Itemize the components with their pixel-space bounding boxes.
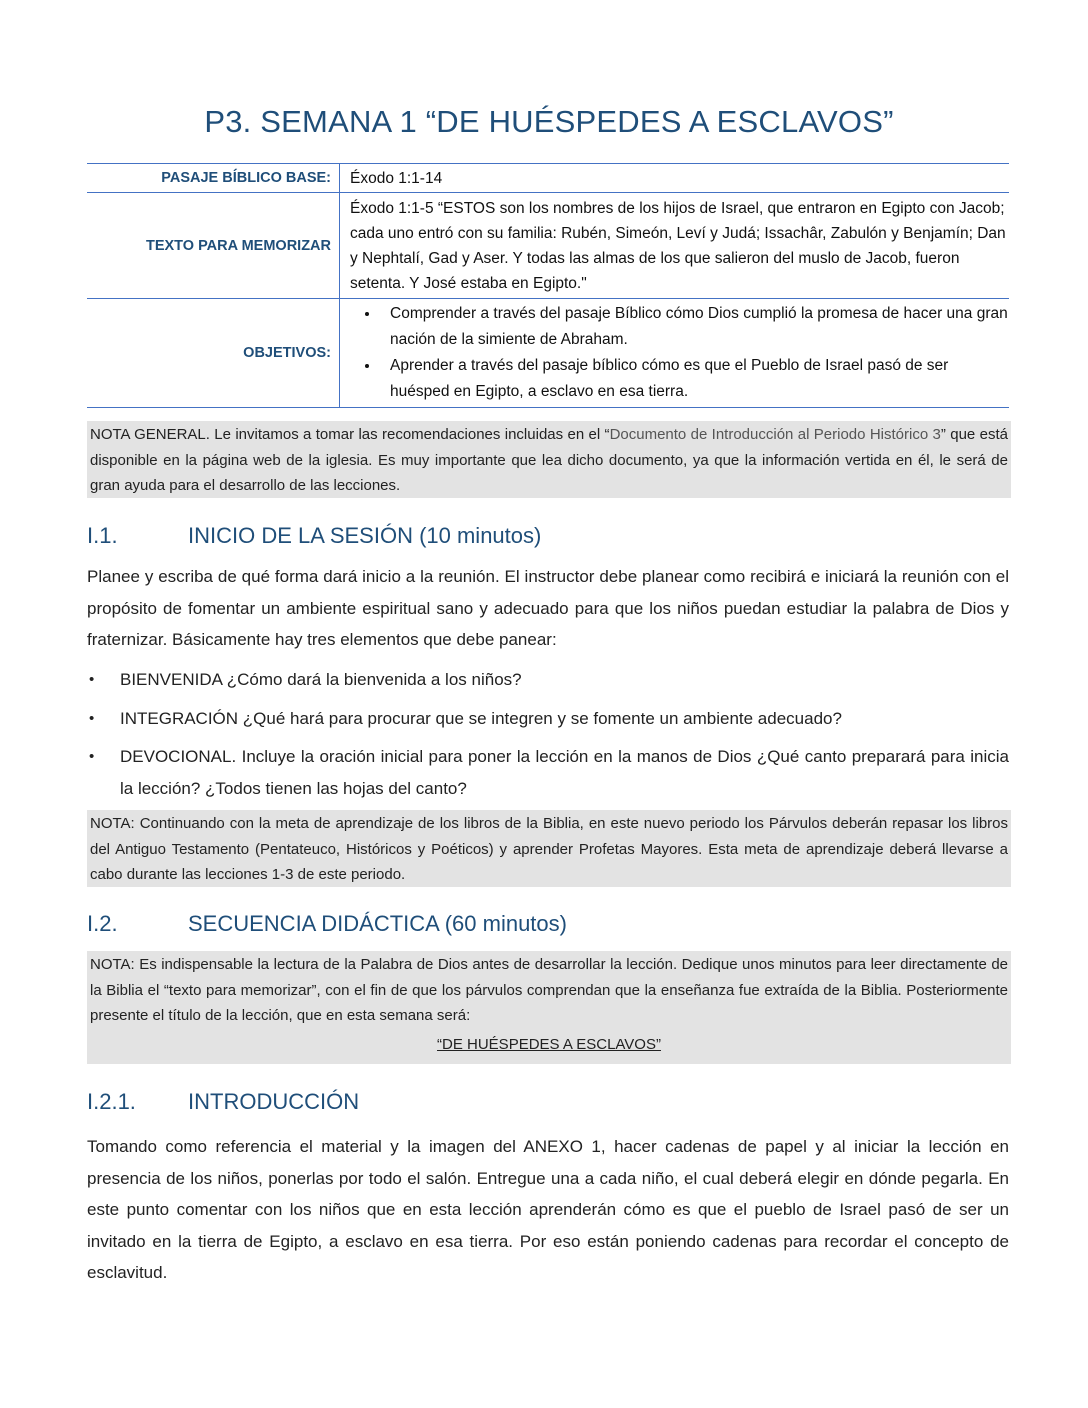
memory-text-value: Éxodo 1:1-5 “ESTOS son los nombres de los hijos de Israel, que entraron en Egipto con Jacob; cada uno entró con su familia: Rubén, Simeón, Leví y Judá; Issachâr, Zabulón y Benjamín; Dan y Nephtalí, Gad y Aser. Y todas las almas de los que salieron del muslo de Jacob, fueron setenta. Y José estaba en Egipto.": [350, 199, 1006, 292]
table-row: [87, 193, 1009, 299]
section-heading-session-start: [87, 523, 541, 549]
base-passage-label: PASAJE BÍBLICO BASE:: [87, 164, 340, 193]
section-number: I.2.1.: [87, 1089, 136, 1114]
section-title: SECUENCIA DIDÁCTICA (60 minutos): [188, 911, 567, 936]
introduction-paragraph: Tomando como referencia el material y la imagen del ANEXO 1, hacer cadenas de papel y al iniciar la lección en presencia de los niños, ponerlas por todo el salón. Entregue una a cada niño, el cual deberá elegir en dónde pegarla. En este punto comentar con los niños que en esta lección aprenderán cómo es que el pueblo de Israel pasó de ser un invitado en la tierra de Egipto, a esclavo en esa tierra. Por eso están poniendo cadenas para recordar el concepto de esclavitud.: [87, 1137, 1009, 1282]
table-row: [87, 164, 1009, 193]
session-start-paragraph: Planee y escriba de qué forma dará inicio a la reunión. El instructor debe planear como recibirá e iniciará la reunión con el propósito de fomentar un ambiente espiritual sano y adecuado para que los niños puedan estudiar la palabra de Dios y fraternizar. Básicamente hay tres elementos que debe panear:: [87, 567, 1009, 649]
section-number: I.2.: [87, 911, 118, 936]
session-elements-list: [87, 664, 1009, 811]
section-title: INTRODUCCIÓN: [188, 1089, 360, 1114]
general-note: [87, 421, 1011, 498]
list-item: • DEVOCIONAL. Incluye la oración inicial para poner la lección en la manos de Dios ¿Qué canto preparará para inicia la lección? ¿Todos tienen las hojas del canto?: [87, 741, 1009, 804]
intro-document-reference: Documento de Introducción al Periodo Histórico 3: [609, 426, 941, 443]
lesson-title-reference: “DE HUÉSPEDES A ESCLAVOS”: [437, 1035, 661, 1053]
page-title: P3. SEMANA 1 “DE HUÉSPEDES A ESCLAVOS”: [204, 104, 894, 139]
general-note-text-1: NOTA GENERAL. Le invitamos a tomar las recomendaciones incluidas en el “: [90, 426, 610, 443]
reading-note: [87, 951, 1011, 1064]
list-item: • INTEGRACIÓN ¿Qué hará para procurar que se integren y se fomente un ambiente adecuado?: [87, 703, 1009, 735]
section-number: I.1.: [87, 523, 118, 548]
general-note-text-2: ” que está disponible en la página web de la iglesia. Es muy importante que lea dicho documento, ya que la información vertida en él, le será de gran ayuda para el desarrollo de las lecciones.: [90, 426, 1008, 494]
lesson-info-table: [87, 163, 1009, 408]
bible-books-note: NOTA: Continuando con la meta de aprendizaje de los libros de la Biblia, en este nuevo periodo los Párvulos deberán repasar los libros del Antiguo Testamento (Pentateuco, Históricos y Poéticos) y aprender Profetas Mayores. Esta meta de aprendizaje deberá llevarse a cabo durante las lecciones 1-3 de este periodo.: [87, 810, 1011, 887]
section-heading-introduction: [87, 1089, 359, 1115]
table-row: [87, 299, 1009, 408]
list-item: • BIENVENIDA ¿Cómo dará la bienvenida a los niños?: [87, 664, 1009, 696]
section-title: INICIO DE LA SESIÓN (10 minutos): [188, 523, 542, 548]
list-item: • Aprender a través del pasaje bíblico cómo es que el Pueblo de Israel pasó de ser huésped en Egipto, a esclavo en esa tierra.: [380, 353, 1009, 405]
section-heading-didactic-sequence: [87, 911, 567, 937]
objectives-list: [350, 301, 1009, 405]
objectives-value: [340, 299, 1010, 408]
objectives-label: OBJETIVOS:: [87, 299, 340, 408]
base-passage-value: Éxodo 1:1-14: [350, 169, 443, 187]
reading-note-text: NOTA: Es indispensable la lectura de la Palabra de Dios antes de desarrollar la lección. Dedique unos minutos para leer directamente de la Biblia el “texto para memorizar”, con el fin de que los párvulos comprendan que la enseñanza fue extraída de la Biblia. Posteriormente presente el título de la lección, que en esta semana será:: [90, 956, 1008, 1024]
list-item: • Comprender a través del pasaje Bíblico cómo Dios cumplió la promesa de hacer una gran nación de la simiente de Abraham.: [380, 301, 1009, 353]
memory-text-label: TEXTO PARA MEMORIZAR: [87, 193, 340, 299]
